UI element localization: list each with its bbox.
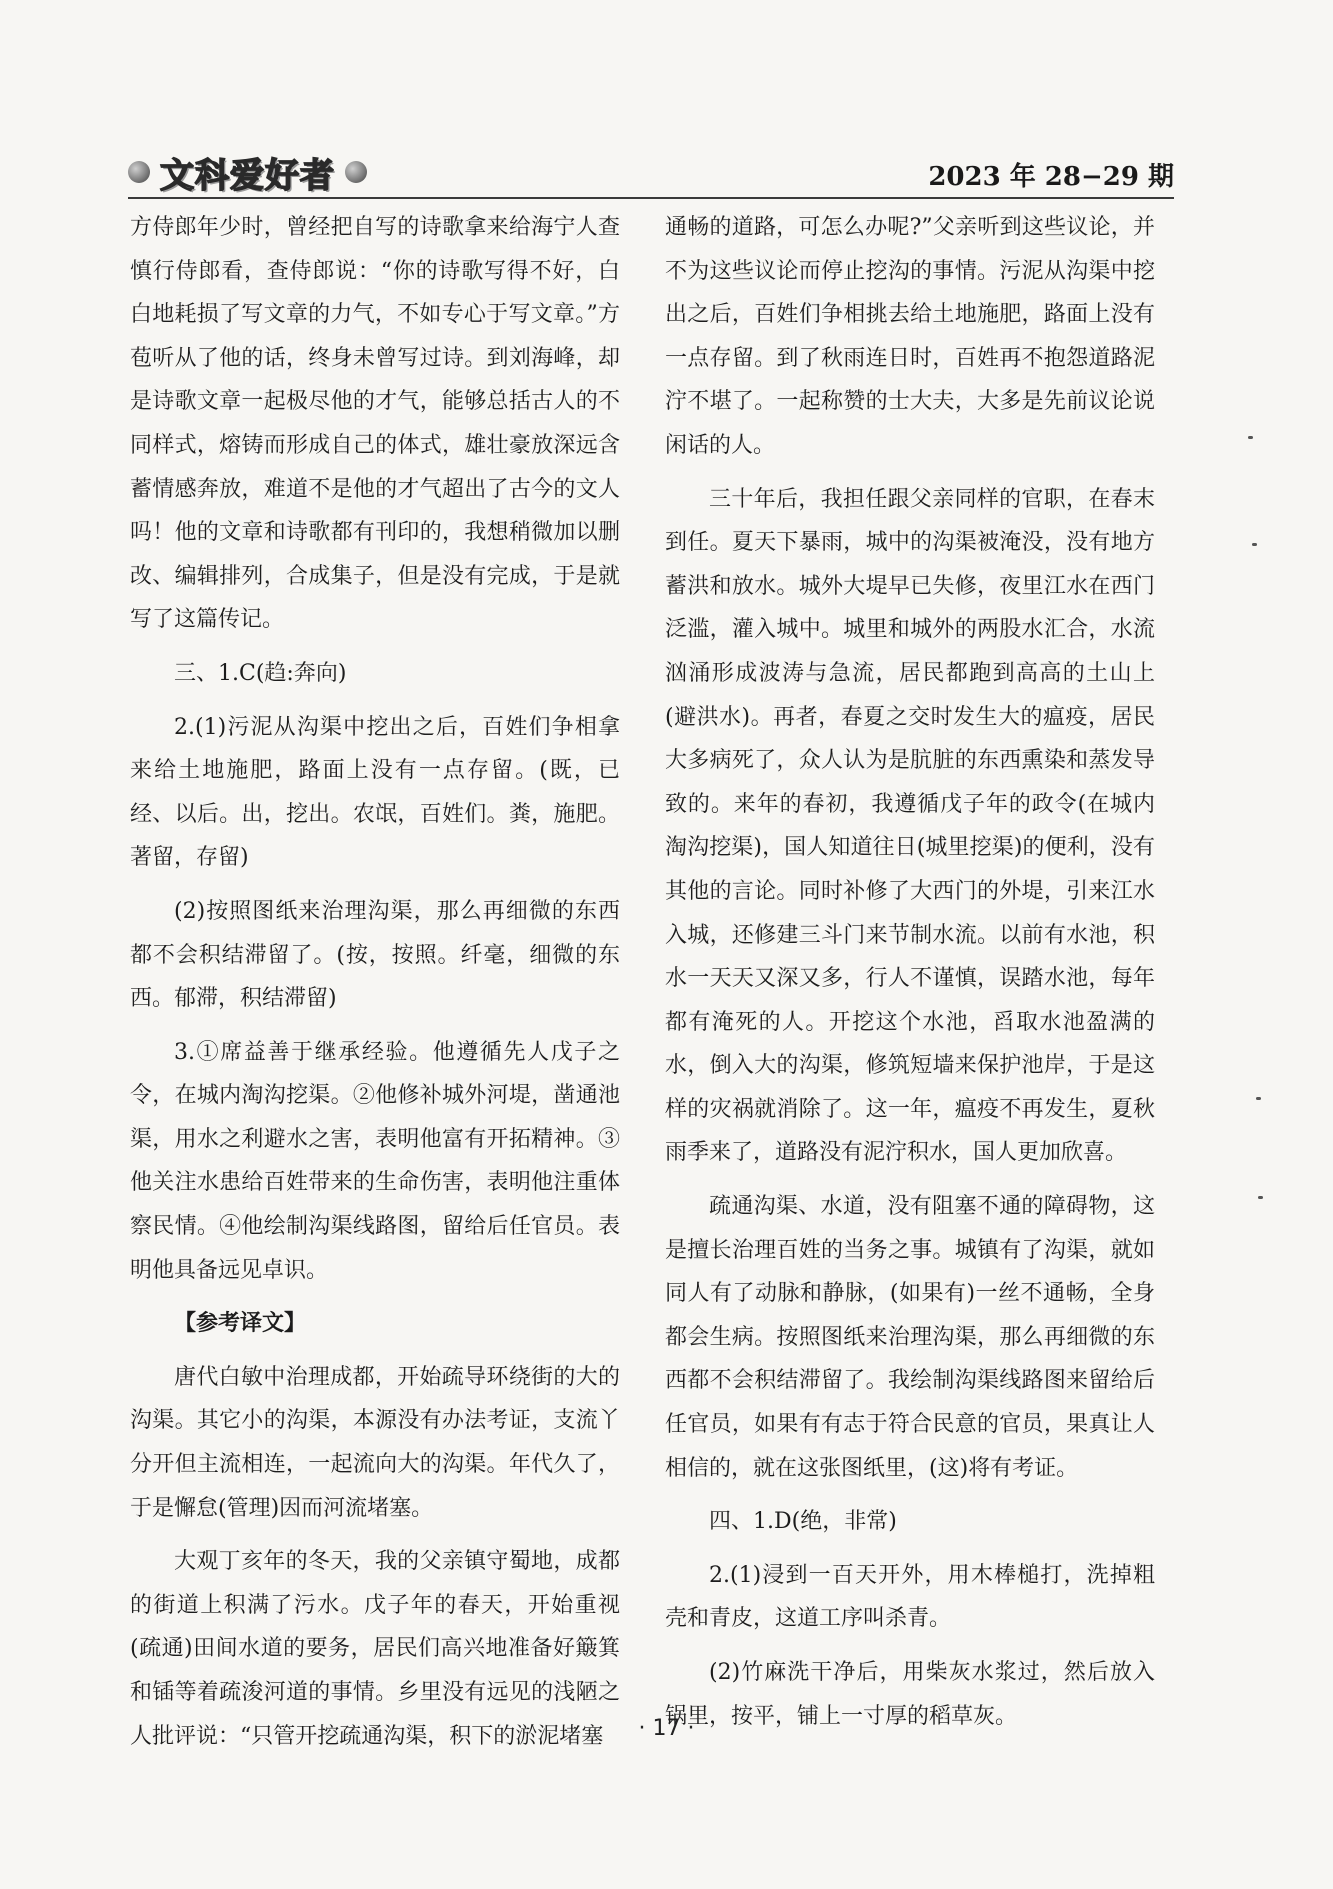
- paragraph: 大观丁亥年的冬天，我的父亲镇守蜀地，成都的街道上积满了污水。戊子年的春天，开始重视(疏通)田间水道的要务，居民们高兴地准备好簸箕和锸等着疏浚河道的事情。乡里没有远见的浅陋之人批评说：“只管开挖疏通沟渠，积下的淤泥堵塞: [130, 1549, 620, 1749]
- paragraph: 3.①席益善于继承经验。他遵循先人戊子之令，在城内淘沟挖渠。②他修补城外河堤，凿通池渠，用水之利避水之害，表明他富有开拓精神。③他关注水患给百姓带来的生命伤害，表明他注重体察民情。④他绘制沟渠线路图，留给后任官员。表明他具备远见卓识。: [130, 1039, 620, 1283]
- logo-text: 文科爱好者: [160, 155, 335, 196]
- header: [128, 148, 1174, 196]
- scan-speck: [1248, 436, 1253, 439]
- scan-speck: [1256, 1097, 1261, 1100]
- magazine-logo: [128, 148, 367, 196]
- paragraph: (2)按照图纸来治理沟渠，那么再细微的东西都不会积结滞留了。(按，按照。纤毫，细微的东西。郁滞，积结滞留): [130, 898, 620, 1012]
- logo-ornament-right-icon: [345, 161, 367, 183]
- paragraph: 通畅的道路，可怎么办呢?”父亲听到这些议论，并不为这些议论而停止挖沟的事情。污泥从沟渠中挖出之后，百姓们争相挑去给土地施肥，路面上没有一点存留。到了秋雨连日时，百姓再不抱怨道路泥泞不堪了。一起称赞的士大夫，大多是先前议论说闲话的人。: [665, 215, 1155, 458]
- paragraph: 2.(1)浸到一百天开外，用木棒槌打，洗掉粗壳和青皮，这道工序叫杀青。: [665, 1562, 1155, 1632]
- header-rule: [128, 197, 1174, 199]
- paragraph: 方侍郎年少时，曾经把自写的诗歌拿来给海宁人查慎行侍郎看，查侍郎说：“你的诗歌写得不好，白白地耗损了写文章的力气，不如专心于写文章。”方苞听从了他的话，终身未曾写过诗。到刘海峰，却是诗歌文章一起极尽他的才气，能够总括古人的不同样式，熔铸而形成自己的体式，雄壮豪放深远含蓄情感奔放，难道不是他的才气超出了古今的文人吗！他的文章和诗歌都有刊印的，我想稍微加以删改、编辑排列，合成集子，但是没有完成，于是就写了这篇传记。: [130, 215, 620, 633]
- paragraph: 三十年后，我担任跟父亲同样的官职，在春末到任。夏天下暴雨，城中的沟渠被淹没，没有地方蓄洪和放水。城外大堤早已失修，夜里江水在西门泛滥，灌入城中。城里和城外的两股水汇合，水流汹涌形成波涛与急流，居民都跑到高高的土山上(避洪水)。再者，春夏之交时发生大的瘟疫，居民大多病死了，众人认为是肮脏的东西熏染和蒸发导致的。来年的春初，我遵循戊子年的政令(在城内淘沟挖渠)，国人知道往日(城里挖渠)的便利，没有其他的言论。同时补修了大西门的外堤，引来江水入城，还修建三斗门来节制水流。以前有水池，积水一天天又深又多，行人不谨慎，误踏水池，每年都有淹死的人。开挖这个水池，舀取水池盈满的水，倒入大的沟渠，修筑短墙来保护池岸，于是这样的灾祸就消除了。这一年，瘟疫不再发生，夏秋雨季来了，道路没有泥泞积水，国人更加欣喜。: [665, 486, 1155, 1166]
- answer-heading: 四、1.D(绝，非常): [709, 1509, 897, 1535]
- section-heading: 【参考译文】: [174, 1310, 307, 1337]
- issue-label: 2023 年 28−29 期: [928, 162, 1174, 192]
- scan-speck: [1258, 1196, 1263, 1199]
- logo-ornament-left-icon: [128, 161, 150, 183]
- left-column: [130, 206, 620, 1758]
- page-number: · 17 ·: [638, 1716, 695, 1741]
- paragraph: (2)竹麻洗干净后，用柴灰水浆过，然后放入锅里，按平，铺上一寸厚的稻草灰。: [665, 1660, 1155, 1729]
- paragraph: 2.(1)污泥从沟渠中挖出之后，百姓们争相拿来给土地施肥，路面上没有一点存留。(既，已经、以后。出，挖出。农氓，百姓们。粪，施肥。著留，存留): [130, 714, 620, 871]
- scan-speck: [1252, 543, 1257, 546]
- answer-heading: 三、1.C(趋:奔向): [174, 660, 347, 686]
- paragraph: 唐代白敏中治理成都，开始疏导环绕街的大的沟渠。其它小的沟渠，本源没有办法考证，支流丫分开但主流相连，一起流向大的沟渠。年代久了，于是懈怠(管理)因而河流堵塞。: [130, 1364, 620, 1521]
- paragraph: 疏通沟渠、水道，没有阻塞不通的障碍物，这是擅长治理百姓的当务之事。城镇有了沟渠，就如同人有了动脉和静脉，(如果有)一丝不通畅，全身都会生病。按照图纸来治理沟渠，那么再细微的东西都不会积结滞留了。我绘制沟渠线路图来留给后任官员，如果有有志于符合民意的官员，果真让人相信的，就在这张图纸里，(这)将有考证。: [665, 1194, 1155, 1481]
- right-column: [665, 206, 1155, 1738]
